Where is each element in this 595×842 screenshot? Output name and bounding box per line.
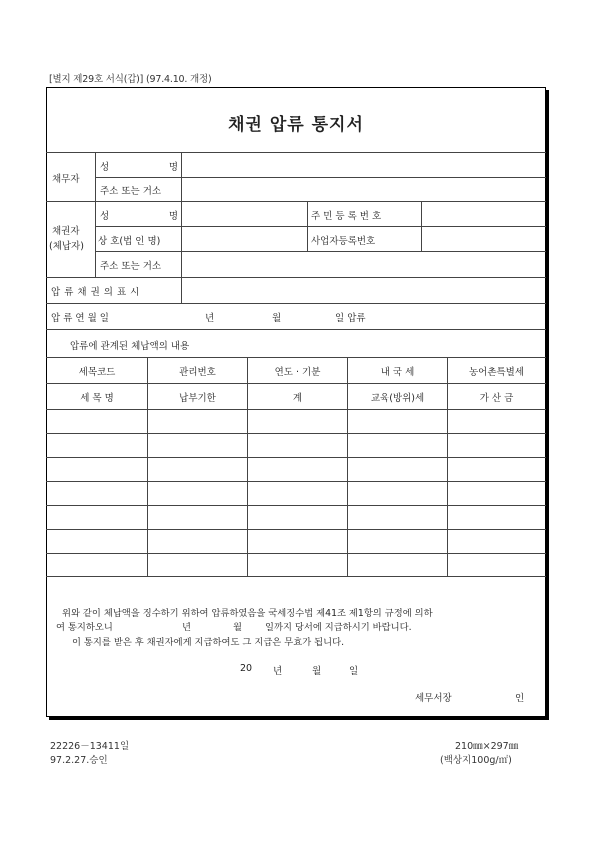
header-year-period: 연도 · 기분 (274, 367, 321, 378)
header-tax-item-name: 세 목 명 (80, 393, 114, 404)
notice-line-2b: 년 (182, 622, 191, 633)
notice-line-3: 이 통지를 받은 후 채권자에게 지급하여도 그 지급은 무효가 됩니다. (72, 637, 345, 648)
table-row[interactable] (47, 506, 545, 528)
creditor-biz-reg-field[interactable] (422, 227, 545, 250)
table-row[interactable] (47, 410, 545, 432)
table-row[interactable] (47, 458, 545, 480)
seized-claim-field[interactable] (182, 278, 545, 302)
debtor-address-field[interactable] (182, 178, 545, 200)
seizure-date-label: 압 류 연 월 일 (51, 313, 109, 324)
signer-title: 세무서장 (415, 693, 452, 704)
header-education-tax: 교육(방위)세 (370, 393, 425, 404)
header-tax-code: 세목코드 (78, 367, 116, 378)
date-year: 년 (273, 666, 283, 677)
date-prefix: 20 (240, 663, 253, 674)
date-month: 월 (312, 666, 322, 677)
notice-line-2a: 여 통지하오니 (56, 622, 113, 633)
footer-approval: 97.2.27.승인 (50, 755, 108, 766)
rule (307, 201, 308, 251)
creditor-trade-name-field[interactable] (182, 227, 306, 250)
creditor-name-label: 성 명 (100, 211, 178, 222)
debtor-name-field[interactable] (182, 153, 545, 176)
header-rural-special-tax: 농어촌특별세 (468, 367, 525, 378)
header-total: 계 (292, 393, 303, 404)
creditor-address-label: 주소 또는 거소 (100, 261, 162, 272)
seizure-year-label: 년 (205, 313, 215, 324)
creditor-name-field[interactable] (182, 202, 306, 225)
creditor-id-label: 주 민 등 록 번 호 (311, 211, 382, 222)
date-day: 일 (349, 666, 359, 677)
header-mgmt-no: 관리번호 (179, 367, 216, 378)
debtor-section-label: 채무자 (52, 174, 80, 185)
creditor-section-label: 채권자 (52, 226, 80, 237)
footer-size: 210㎜×297㎜ (455, 741, 519, 752)
table-row[interactable] (47, 482, 545, 504)
header-penalty: 가 산 금 (479, 393, 514, 404)
rule (95, 152, 96, 277)
creditor-address-field[interactable] (182, 252, 545, 276)
table-row[interactable] (47, 434, 545, 456)
arrears-section-title: 압류에 관계된 체납액의 내용 (70, 341, 190, 352)
debtor-name-label: 성 명 (100, 162, 178, 173)
creditor-id-field[interactable] (422, 202, 545, 225)
notice-line-1: 위와 같이 체납액을 징수하기 위하여 압류하였음을 국세징수법 제41조 제1항의 규정에 의하 (62, 608, 433, 619)
form-header: [별지 제29호 서식(갑)] (97.4.10. 개정) (49, 74, 212, 85)
debtor-address-label: 주소 또는 거소 (100, 186, 162, 197)
table-row[interactable] (47, 554, 545, 575)
header-due-date: 납부기한 (179, 393, 216, 404)
page-title: 채권 압류 통지서 (228, 115, 364, 135)
notice-line-2d: 일까지 당서에 지급하시기 바랍니다. (265, 622, 412, 633)
notice-line-2c: 월 (233, 622, 242, 633)
rule (46, 357, 546, 358)
seized-claim-label: 압 류 채 권 의 표 시 (51, 287, 140, 298)
table-row[interactable] (47, 530, 545, 552)
rule (46, 303, 546, 304)
footer-code: 22226－13411일 (50, 741, 130, 752)
creditor-biz-reg-label: 사업자등록번호 (311, 236, 376, 247)
seizure-month-label: 월 (272, 313, 282, 324)
creditor-trade-name-label: 상 호(법 인 명) (98, 236, 161, 247)
rule (46, 576, 546, 577)
seal-mark: 인 (515, 693, 525, 704)
seizure-day-label: 일 압류 (335, 313, 366, 324)
rule (46, 329, 546, 330)
header-national-tax: 내 국 세 (380, 367, 415, 378)
creditor-section-sublabel: (체납자) (49, 241, 84, 252)
rule (46, 383, 546, 384)
footer-paper: (백상지100g/㎡) (440, 755, 512, 766)
